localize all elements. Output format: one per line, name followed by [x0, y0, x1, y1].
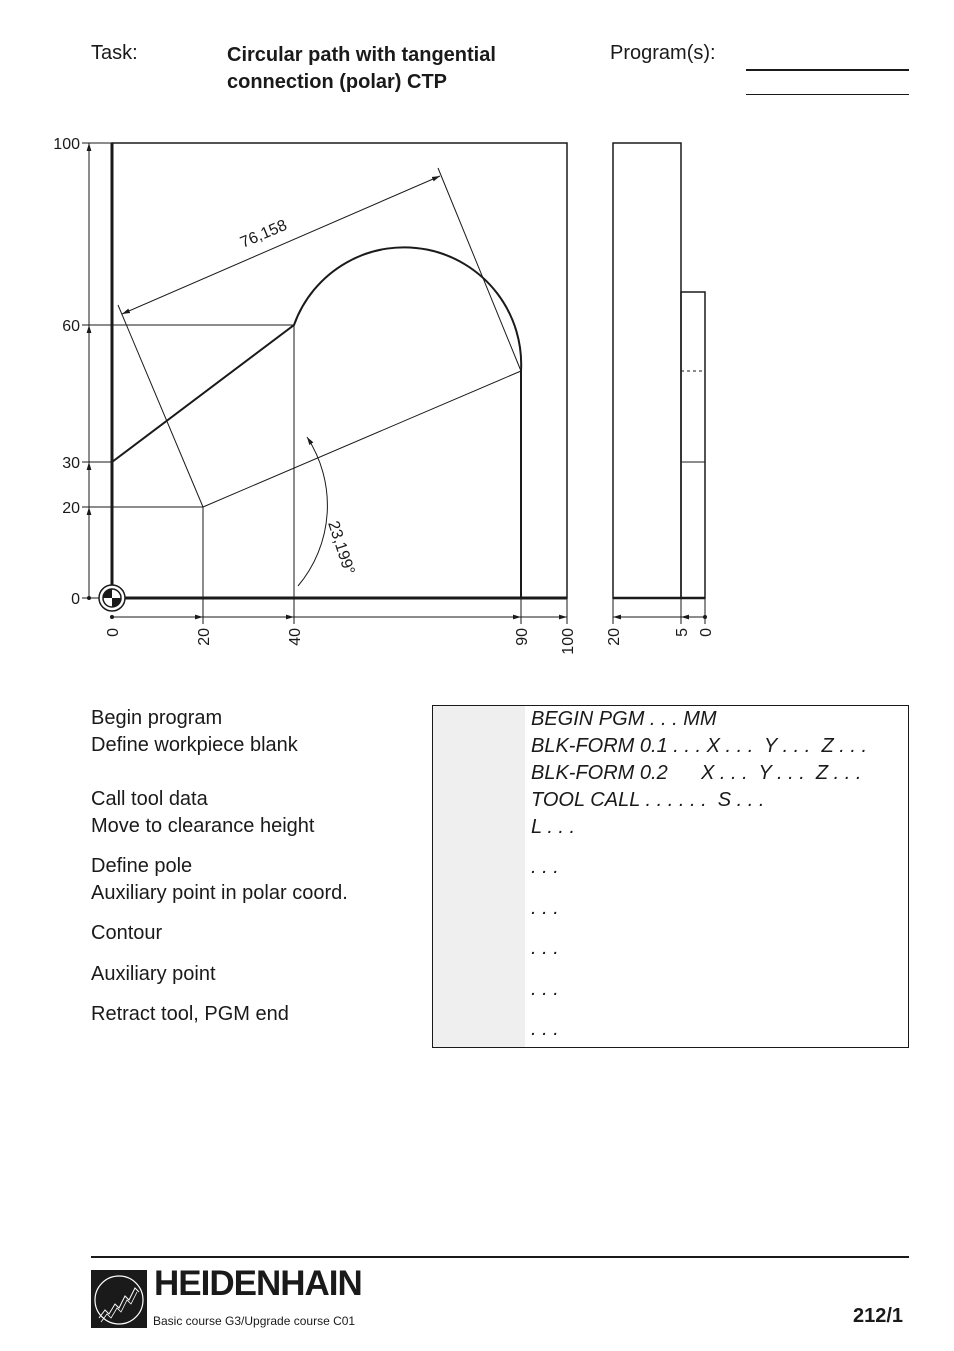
y-tick-label-60: 60	[62, 318, 80, 335]
datum-symbol-icon	[99, 585, 125, 611]
code-line: TOOL CALL . . . . . . S . . .	[531, 789, 765, 811]
angle-dimension-label: 23,199°	[324, 518, 358, 577]
step-clearance-height: Move to clearance height	[91, 815, 315, 837]
step-contour: Contour	[91, 922, 163, 944]
x-tick-label-40: 40	[287, 628, 304, 646]
code-line: BEGIN PGM . . . MM	[531, 708, 717, 730]
y-tick-label-0: 0	[71, 591, 80, 608]
course-label: Basic course G3/Upgrade course C01	[153, 1314, 356, 1328]
y-tick-label-100: 100	[53, 136, 80, 153]
task-title-line2: connection (polar) CTP	[227, 71, 447, 93]
code-line: . . .	[531, 937, 559, 959]
code-line: . . .	[531, 856, 559, 878]
footer-rule	[91, 1256, 909, 1258]
program-code-box	[432, 705, 909, 1048]
side-view-outline	[613, 143, 681, 598]
extension-line	[118, 305, 203, 507]
step-define-pole: Define pole	[91, 855, 193, 877]
code-line: . . .	[531, 978, 559, 1000]
angle-dimension-arc	[298, 437, 327, 586]
code-line: . . .	[531, 897, 559, 919]
x-tick-label-100: 100	[560, 628, 577, 655]
step-auxiliary-point: Auxiliary point	[91, 963, 216, 985]
side-tick-label-0: 0	[698, 628, 715, 637]
x-tick-label-90: 90	[514, 628, 531, 646]
length-dimension-line	[122, 176, 440, 314]
task-title-line1: Circular path with tangential	[227, 44, 496, 66]
step-auxiliary-polar: Auxiliary point in polar coord.	[91, 882, 348, 904]
length-dimension-label: 76,158	[237, 216, 290, 252]
step-call-tool: Call tool data	[91, 788, 208, 810]
x-dimension-origin-dot	[110, 615, 114, 619]
line-number-column	[433, 706, 525, 1047]
side-view-step	[681, 292, 705, 598]
code-line: . . .	[531, 1018, 559, 1040]
y-tick-label-30: 30	[62, 455, 80, 472]
code-line: BLK-FORM 0.2 X . . . Y . . . Z . . .	[531, 762, 862, 784]
heidenhain-logo-icon	[91, 1270, 147, 1328]
step-define-blank: Define workpiece blank	[91, 734, 298, 756]
side-tick-label-20: 20	[606, 628, 623, 646]
step-begin-program: Begin program	[91, 707, 223, 729]
y-tick-label-20: 20	[62, 500, 80, 517]
x-tick-label-0: 0	[105, 628, 122, 637]
contour-path	[112, 247, 521, 598]
step-retract: Retract tool, PGM end	[91, 1003, 289, 1025]
extension-line	[438, 168, 521, 371]
x-tick-label-20: 20	[196, 628, 213, 646]
code-line: L . . .	[531, 816, 576, 838]
construction-line	[203, 371, 521, 507]
task-label: Task:	[91, 42, 138, 64]
page-number: 212/1	[853, 1305, 904, 1327]
side-tick-label-5: 5	[674, 628, 691, 637]
programs-label: Program(s):	[610, 42, 716, 64]
brand-name: HEIDENHAIN	[154, 1264, 362, 1303]
code-line: BLK-FORM 0.1 . . . X . . . Y . . . Z . . .	[531, 735, 868, 757]
